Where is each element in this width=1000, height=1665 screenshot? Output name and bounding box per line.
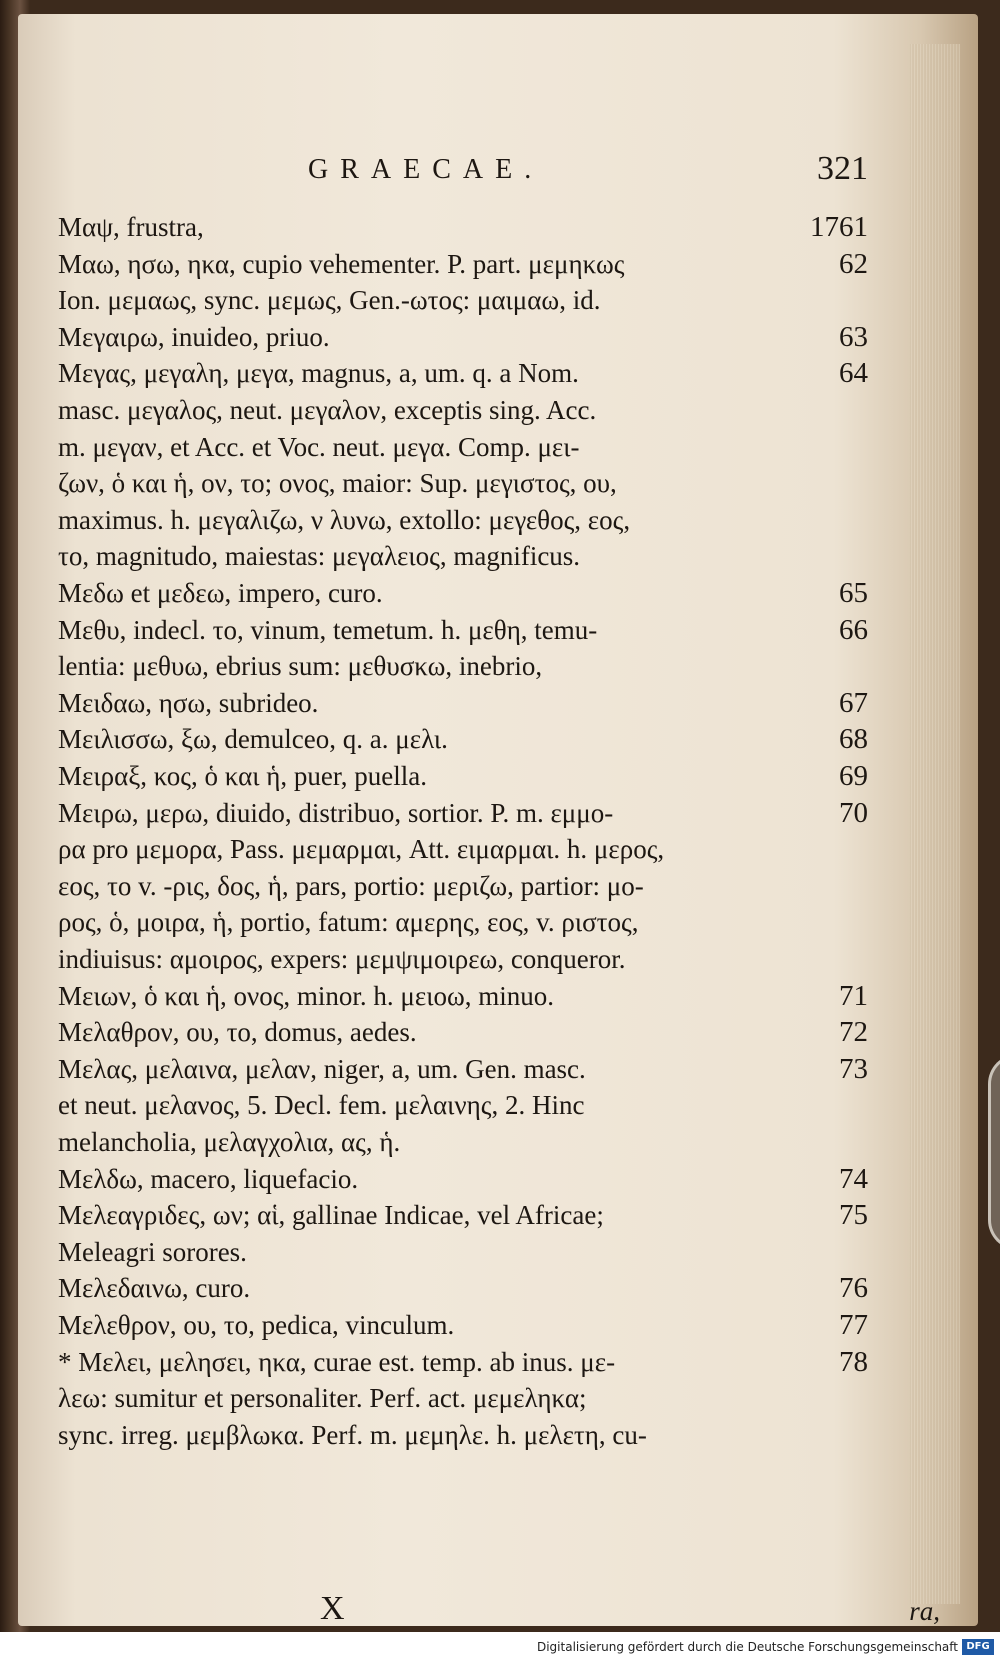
entry-number: 63 [839,320,868,353]
footer-bar [0,1632,1000,1665]
entry-number: 78 [839,1345,868,1378]
entry-text: Μελδω, macero, liquefacio. [58,1163,359,1194]
entry-line [58,319,868,355]
entry-line [58,1051,868,1087]
entry-text: sync. irreg. μεμβλωκα. Perf. m. μεμηλε. h. μελετη, cu- [58,1419,647,1450]
entry-number: 72 [839,1016,868,1049]
entry-line [58,392,868,428]
entry-number: 75 [839,1199,868,1232]
entry-line [58,246,868,282]
entry-line [58,904,868,940]
entry-text: Μελας, μελαινα, μελαν, niger, a, um. Gen. masc. [58,1053,586,1084]
entry-number: 73 [839,1052,868,1085]
entry-number: 64 [839,357,868,390]
entry-number: 76 [839,1272,868,1305]
entry-number: 77 [839,1309,868,1341]
entry-number: 67 [839,686,868,719]
entry-text: Μειραξ, κος, ὁ και ἡ, puer, puella. [58,761,427,791]
entry-text: m. μεγαν, et Acc. et Voc. neut. μεγα. Comp. μει- [58,431,580,462]
entry-number: 1761 [810,211,868,243]
entry-text: Μεγαιρω, inuideo, priuo. [58,321,330,352]
entry-text: maximus. h. μεγαλιζω, ν λυνω, extollo: μεγεθος, εος, [58,504,631,535]
entry-text: et neut. μελανος, 5. Decl. fem. μελαινης, 2. Hinc [58,1090,585,1121]
entry-number: 65 [839,577,868,609]
entry-line [58,355,868,391]
entry-text: λεω: sumitur et personaliter. Perf. act. μεμεληκα; [58,1383,587,1414]
entry-line [58,1417,868,1453]
entry-text: Μελεαγριδες, ων; αἱ, gallinae Indicae, vel Africae; [58,1200,604,1231]
entry-text: Μεθυ, indecl. το, vinum, temetum. h. μεθη, temu- [58,614,598,645]
entry-line [58,1307,868,1343]
entry-number: 62 [839,247,868,280]
entry-line [58,502,868,538]
entry-text: Μεδω et μεδεω, impero, curo. [58,578,383,608]
entry-text: Μελεδαινω, curo. [58,1273,251,1304]
text-column [58,14,868,1614]
entry-text: Μελεθρον, ου, το, pedica, vinculum. [58,1310,455,1340]
entry-text: Meleagri sorores. [58,1236,247,1267]
entry-text: ρος, ὁ, μοιρα, ἡ, portio, fatum: αμερης, εος, v. ριστος, [58,907,639,938]
entry-line [58,282,868,318]
entry-text: lentia: μεθυω, ebrius sum: μεθυσκω, inebrio, [58,651,543,682]
entry-number: 70 [839,796,868,829]
entry-line [58,1234,868,1270]
entry-text: melancholia, μελαγχολια, ας, ἡ. [58,1127,401,1157]
entry-number: 69 [839,760,868,792]
footer-credit: Digitalisierung gefördert durch die Deutsche Forschungsgemeinschaft [536,1640,958,1654]
entry-text: Μαψ, frustra, [58,212,204,242]
entry-line [58,1014,868,1050]
book-page [18,14,978,1626]
entry-text: * Μελει, μελησει, ηκα, curae est. temp. ab inus. με- [58,1346,616,1377]
entry-line [58,575,868,611]
signature-mark: X [320,1590,345,1627]
entry-text: Μειλισσω, ξω, demulceo, q. a. μελι. [58,724,448,755]
entry-text: Μειδαω, ησω, subrideo. [58,687,319,718]
entry-line [58,795,868,831]
entry-line [58,1380,868,1416]
page-header [58,150,868,194]
entry-line [58,868,868,904]
entry-number: 68 [839,723,868,756]
catchword: ra, [909,1596,940,1626]
entry-line [58,1270,868,1306]
entry-line [58,978,868,1014]
entry-line [58,1344,868,1380]
entry-number: 66 [839,613,868,646]
entry-line [58,831,868,867]
entry-text: το, magnitudo, maiestas: μεγαλειος, magnificus. [58,541,581,572]
entry-text: masc. μεγαλος, neut. μεγαλον, exceptis sing. Acc. [58,395,597,425]
entry-line [58,429,868,465]
running-head: GRAECAE. [308,154,544,185]
entry-text: Μεγας, μεγαλη, μεγα, magnus, a, um. q. a Nom. [58,358,579,389]
entry-text: εος, το v. -ρις, δος, ἡ, pars, portio: μεριζω, partior: μο- [58,870,644,901]
entry-line [58,465,868,501]
entry-line [58,1124,868,1160]
entry-line [58,1161,868,1197]
entry-line [58,941,868,977]
entry-text: Μειων, ὁ και ἡ, ονος, minor. h. μειοω, minuo. [58,980,554,1011]
entry-line [58,758,868,794]
entry-line [58,1197,868,1233]
entry-line [58,538,868,574]
entry-text: ζων, ὁ και ἡ, ον, το; ονος, maior: Sup. μεγιστος, ου, [58,468,617,499]
entry-text: indiuisus: αμοιρος, expers: μεμψιμοιρεω, conqueror. [58,944,626,974]
page-number: 321 [817,150,868,187]
entry-text: Μελαθρον, ου, το, domus, aedes. [58,1017,417,1048]
entry-text: Ion. μεμαως, sync. μεμως, Gen.-ωτος: μαιμαω, id. [58,285,601,316]
dfg-logo: DFG [962,1639,994,1655]
entry-line [58,612,868,648]
entry-number: 71 [839,979,868,1012]
entry-line [58,209,868,245]
entry-line [58,685,868,721]
page-edges [910,44,960,1604]
entry-line [58,1087,868,1123]
entry-number: 74 [839,1162,868,1195]
entry-line [58,721,868,757]
entry-line [58,648,868,684]
entry-text: Μειρω, μερω, diuido, distribuo, sortior. P. m. εμμο- [58,797,614,828]
page-clip [988,1054,1000,1250]
entry-text: Μαω, ησω, ηκα, cupio vehementer. P. part. μεμηκως [58,248,625,279]
entry-text: ρα pro μεμορα, Pass. μεμαρμαι, Att. ειμαρμαι. h. μερος, [58,834,665,865]
